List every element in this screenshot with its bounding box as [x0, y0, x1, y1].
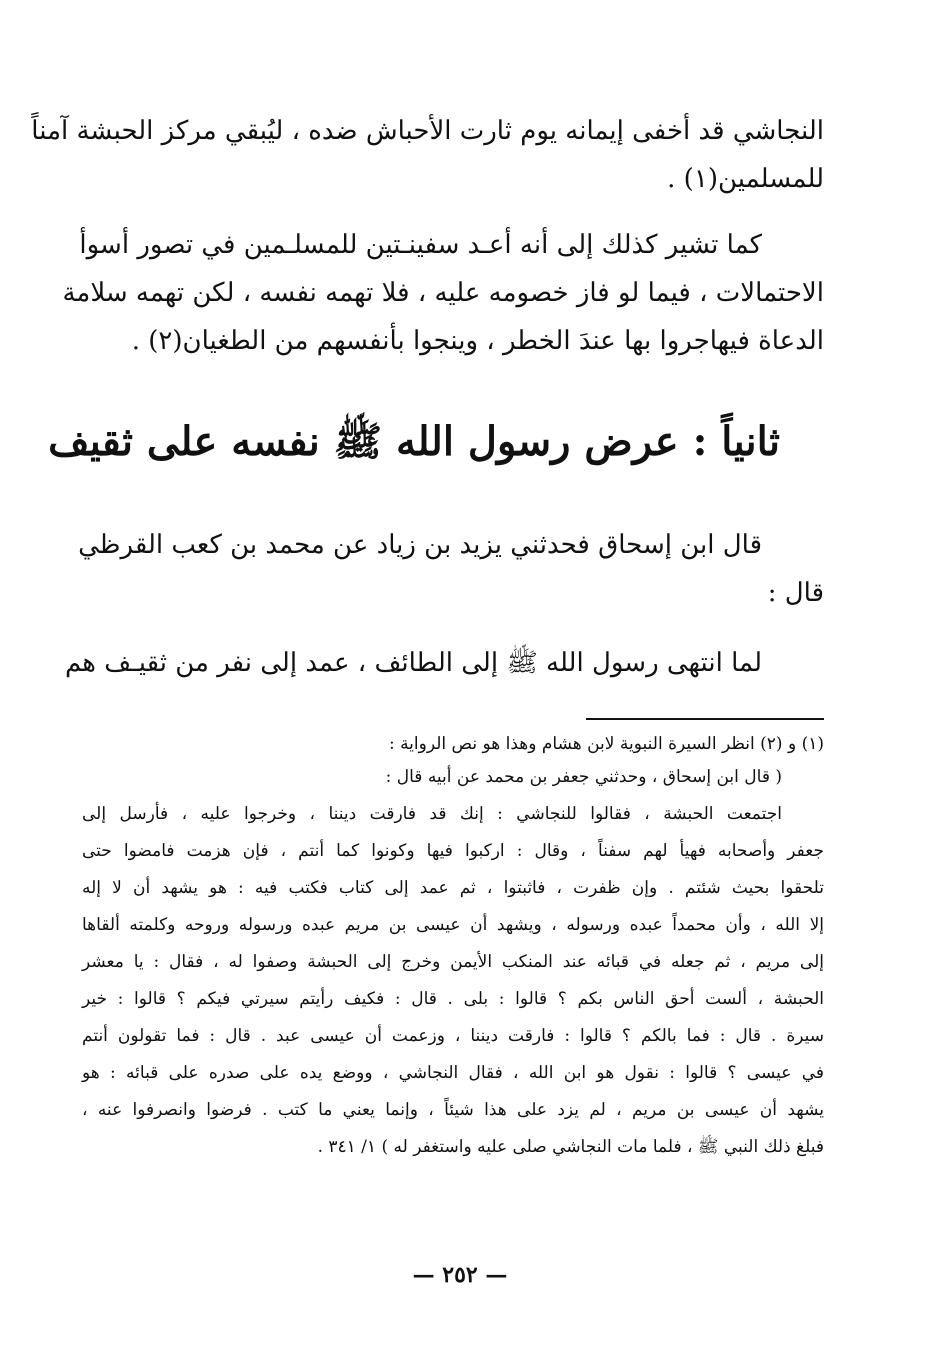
footnote-line-11: يشهد أن عيسى بن مريم ، لم يزد على هذا شيئاً ، وإنما يعني ما كتب . فرضوا وانصرفوا عنه ،: [82, 1100, 824, 1120]
paragraph-4-line-1: لما انتهى رسول الله ﷺ إلى الطائف ، عمد إلى نفر من ثقيـف هم: [64, 648, 762, 678]
footnote-line-7: إلى مريم ، ثم جعله في قبائه عند المنكب الأيمن وخرج إلى الحبشة وصفوا له ، فقال : يا معشر: [82, 952, 824, 972]
paragraph-2-line-3: الدعاة فيهاجروا بها عندَ الخطر ، وينجوا بأنفسهم من الطغيان(٢) .: [131, 326, 824, 356]
footnote-line-4: جعفر وأصحابه فهيأ لهم سفناً ، وقال : اركبوا فيها وكونوا كما أنتم ، فإن هزمت فامضوا حتى: [82, 841, 824, 861]
footnote-line-10: في عيسى ؟ قالوا : نقول هو ابن الله ، فقال النجاشي ، ووضع يده على صدره على قبائه : هو: [82, 1063, 824, 1083]
section-heading: ثانياً : عرض رسول الله ﷺ نفسه على ثقيف: [48, 418, 780, 465]
paragraph-3-line-1: قال ابن إسحاق فحدثني يزيد بن زياد عن محمد بن كعب القرظي: [78, 530, 762, 560]
footnote-line-9: سيرة . قال : فما بالكم ؟ قالوا : فارقت ديننا ، وزعمت أن عيسى عبد . قال : فما تقولون أنتم: [82, 1026, 824, 1046]
footnote-line-5: تلحقوا بحيث شئتم . وإن ظفرت ، فاثبتوا ، ثم عمد إلى كتاب فكتب فيه : هو يشهد أن لا إله: [82, 878, 824, 898]
footnote-line-3: اجتمعت الحبشة ، فقالوا للنجاشي : إنك قد فارقت ديننا ، وخرجوا عليه ، فأرسل إلى: [82, 804, 782, 824]
footnote-line-12: فبلغ ذلك النبي ﷺ ، فلما مات النجاشي صلى عليه واستغفر له ) ١/ ٣٤١ .: [317, 1137, 824, 1157]
paragraph-3-line-2: قال :: [767, 578, 824, 608]
footnote-line-2: ( قال ابن إسحاق ، وحدثني جعفر بن محمد عن أبيه قال :: [385, 767, 782, 787]
paragraph-2-line-2: الاحتمالات ، فيما لو فاز خصومه عليه ، فلا تهمه نفسه ، لكن تهمه سلامة: [62, 278, 824, 308]
paragraph-1-line-2: للمسلمين(١) .: [667, 164, 824, 194]
footnote-line-8: الحبشة ، ألست أحق الناس بكم ؟ قالوا : بلى . قال : فكيف رأيتم سيرتي فيكم ؟ قالوا : خير: [82, 989, 824, 1009]
footnote-line-6: إلا الله ، وأن محمداً عبده ورسوله ، ويشهد أن عيسى بن مريم عبده ورسوله وروحه وكلمته ألقاها: [82, 915, 824, 935]
footnote-line-1: (١) و (٢) انظر السيرة النبوية لابن هشام وهذا هو نص الرواية :: [388, 734, 824, 754]
paragraph-2-line-1: كما تشير كذلك إلى أنه أعـد سفينـتين للمسلـمين في تصور أسوأ: [79, 230, 762, 260]
footnote-separator: [586, 718, 824, 720]
paragraph-1-line-1: النجاشي قد أخفى إيمانه يوم ثارت الأحباش ضده ، ليُبقي مركز الحبشة آمناً: [31, 116, 824, 146]
page-number: — ٢٥٢ —: [412, 1262, 508, 1288]
